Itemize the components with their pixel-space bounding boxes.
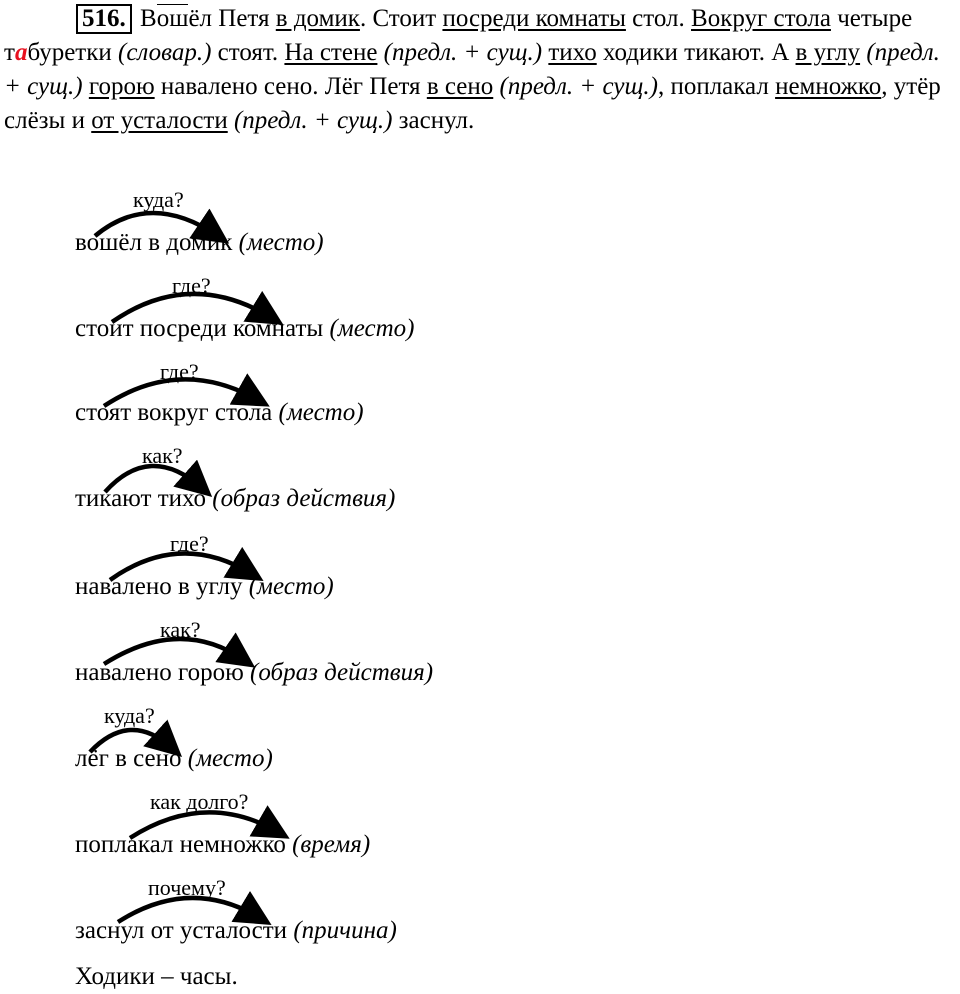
underlined-circumstance: в углу (795, 39, 861, 66)
phrase-line (75, 572, 334, 602)
footnote: Ходики – часы. (75, 963, 238, 990)
circumstance-type: (место) (187, 745, 273, 772)
text-segment: В (140, 5, 157, 32)
note-italic: (предл. + сущ.) (383, 39, 543, 66)
question-label: где? (160, 359, 199, 384)
text-segment: ёл Петя (188, 5, 276, 32)
phrase: лёг в сено (75, 745, 182, 772)
text-segment: стоят. (211, 39, 285, 66)
phrase: тикают тихо (75, 485, 207, 512)
phrase: стоит посреди комнаты (75, 315, 324, 342)
circumstance-type: (причина) (293, 917, 397, 944)
phrase-line (75, 398, 364, 428)
circumstance-type: (место) (248, 573, 334, 600)
phrase-line (75, 228, 324, 258)
text-segment: о (156, 5, 170, 32)
phrase: заснул от усталости (75, 917, 288, 944)
phrase-line (75, 658, 433, 688)
question-label: как? (142, 443, 183, 468)
underlined-circumstance: от усталости (91, 107, 228, 134)
text-segment: навалено сено. Лёг Петя (154, 73, 427, 100)
text-segment: буретки (27, 39, 119, 66)
circumstance-type: (образ действия) (250, 659, 434, 686)
underlined-circumstance: Вокруг стола (691, 5, 831, 32)
text-segment: , поплакал (657, 73, 776, 100)
circumstance-type: (образ действия) (212, 485, 396, 512)
exercise-number: 516. (76, 4, 132, 34)
phrase: стоят вокруг стола (75, 399, 273, 426)
question-label: как долго? (150, 789, 249, 814)
note-italic: (предл. + сущ.) (4, 39, 940, 100)
phrase: вошёл в домик (75, 229, 233, 256)
phrase: навалено в углу (75, 573, 243, 600)
circumstance-type: (место) (278, 399, 364, 426)
text-segment: , утёр слёзы и (4, 73, 941, 134)
question-label: как? (160, 617, 201, 642)
phrase-line (75, 916, 397, 946)
highlighted-letter: а (14, 39, 28, 66)
circumstance-type: (место) (329, 315, 415, 342)
phrase-line (75, 830, 370, 860)
note-italic: (предл. + сущ.) (499, 73, 658, 100)
text-segment: ходики тикают. А (596, 39, 796, 66)
underlined-circumstance: горою (88, 73, 155, 100)
question-label: куда? (133, 187, 184, 212)
underlined-circumstance: тихо (548, 39, 597, 66)
phrase-line (75, 744, 273, 774)
text-segment: . Стоит (359, 5, 443, 32)
underlined-circumstance: в домик (275, 5, 360, 32)
underlined-circumstance: На стене (284, 39, 378, 66)
question-label: где? (170, 531, 209, 556)
circumstance-type: (время) (292, 831, 371, 858)
question-label: почему? (148, 875, 226, 900)
phrase: навалено горою (75, 659, 244, 686)
text-segment: ш (169, 5, 189, 32)
text-segment: заснул. (392, 107, 475, 134)
underlined-circumstance: немножко (775, 73, 882, 100)
note-italic: (словар.) (118, 39, 212, 66)
phrase: поплакал немножко (75, 831, 286, 858)
text-segment: четыре т (4, 5, 913, 66)
question-label: где? (172, 273, 211, 298)
circumstance-type: (место) (238, 229, 324, 256)
underlined-circumstance: посреди комнаты (442, 5, 626, 32)
phrase-line (75, 484, 395, 514)
phrase-line (75, 314, 415, 344)
text-segment: стол. (625, 5, 692, 32)
note-italic: (предл. + сущ.) (233, 107, 393, 134)
underlined-circumstance: в сено (426, 73, 494, 100)
question-label: куда? (104, 703, 155, 728)
